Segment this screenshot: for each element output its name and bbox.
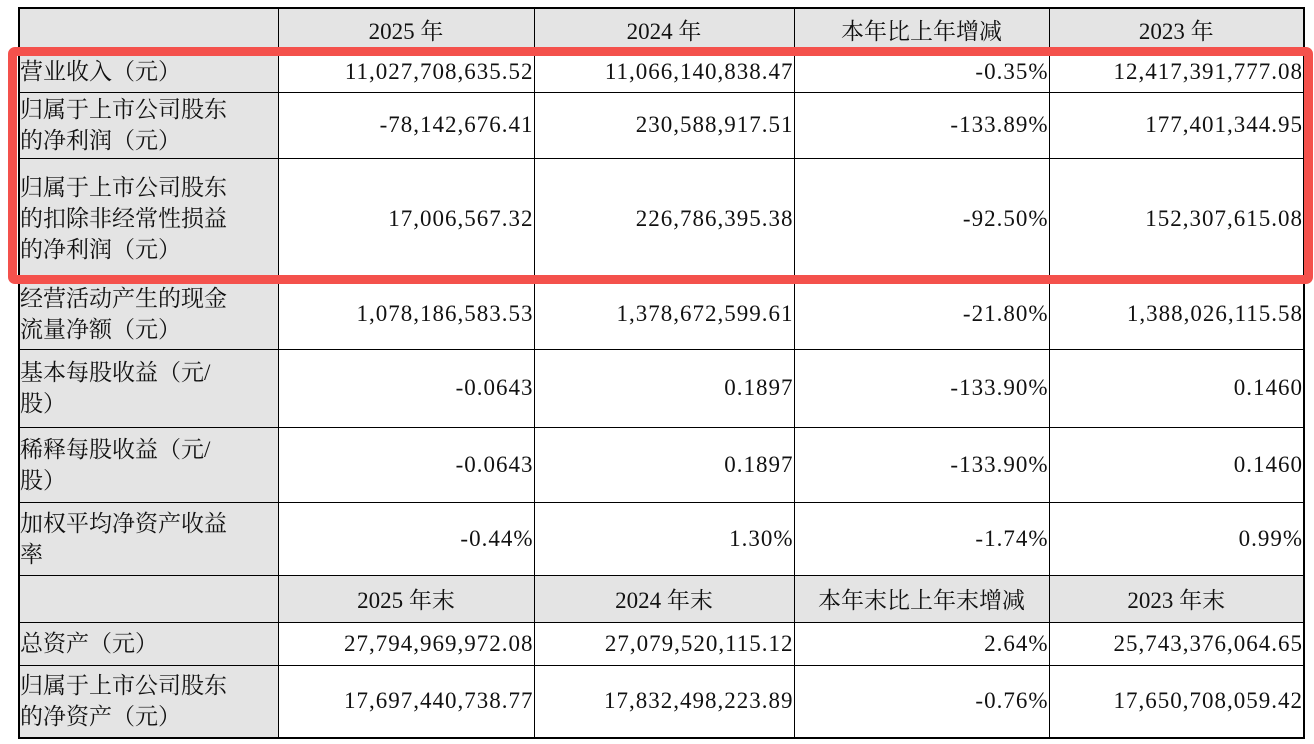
header-2024-end: 2024 年末 [534, 575, 794, 622]
row-label-line: 基本每股收益（元/ [20, 360, 211, 385]
row-label-line: 归属于上市公司股东 [20, 97, 227, 122]
value-yoy: 2.64% [794, 622, 1049, 665]
value-yoy: -133.89% [794, 92, 1049, 158]
row-label-line: 的净资产（元） [20, 704, 181, 730]
value-yoy: -133.90% [794, 427, 1049, 502]
value-2023: 1,388,026,115.58 [1049, 279, 1304, 349]
value-2024: 230,588,917.51 [534, 92, 794, 158]
value-2024: 1,378,672,599.61 [534, 279, 794, 349]
row-label [19, 279, 278, 349]
header-row-period-end [19, 575, 1304, 622]
header-2023-end: 2023 年末 [1049, 575, 1304, 622]
financial-summary-table [18, 7, 1305, 739]
row-diluted-eps [19, 427, 1304, 502]
row-label-line: 率 [20, 541, 43, 567]
header-yoy-change: 本年比上年增减 [794, 8, 1049, 51]
value-2025: -0.0643 [278, 427, 534, 502]
value-yoy: -0.35% [794, 51, 1049, 92]
value-2024: 226,786,395.38 [534, 158, 794, 279]
value-2024: 11,066,140,838.47 [534, 51, 794, 92]
row-weighted-avg-roe [19, 502, 1304, 575]
value-2023: 0.1460 [1049, 349, 1304, 427]
header-2025: 2025 年 [278, 8, 534, 51]
value-2023: 152,307,615.08 [1049, 158, 1304, 279]
value-2025: -0.0643 [278, 349, 534, 427]
value-2025: 17,006,567.32 [278, 158, 534, 279]
row-label-line: 加权平均净资产收益 [20, 510, 227, 536]
row-label [19, 158, 278, 279]
value-2024: 1.30% [534, 502, 794, 575]
header-2024: 2024 年 [534, 8, 794, 51]
header-2025-end: 2025 年末 [278, 575, 534, 622]
row-label-line: 的净利润（元） [20, 237, 181, 262]
row-net-assets [19, 665, 1304, 738]
row-label-line: 营业收入（元） [20, 59, 181, 84]
value-2024: 27,079,520,115.12 [534, 622, 794, 665]
header-2023: 2023 年 [1049, 8, 1304, 51]
row-label-line: 股） [20, 467, 66, 493]
value-2025: -0.44% [278, 502, 534, 575]
header-corner-cell [19, 575, 278, 622]
value-2023: 177,401,344.95 [1049, 92, 1304, 158]
row-basic-eps [19, 349, 1304, 427]
value-yoy: -1.74% [794, 502, 1049, 575]
row-label [19, 349, 278, 427]
value-2023: 0.99% [1049, 502, 1304, 575]
value-2023: 0.1460 [1049, 427, 1304, 502]
value-yoy: -0.76% [794, 665, 1049, 738]
row-label [19, 665, 278, 738]
value-2025: 17,697,440,738.77 [278, 665, 534, 738]
row-total-assets [19, 622, 1304, 665]
value-2024: 0.1897 [534, 349, 794, 427]
value-2024: 17,832,498,223.89 [534, 665, 794, 738]
row-net-profit-excl-nonrecurring [19, 158, 1304, 279]
row-net-profit [19, 92, 1304, 158]
value-2023: 12,417,391,777.08 [1049, 51, 1304, 92]
value-yoy: -92.50% [794, 158, 1049, 279]
value-2024: 0.1897 [534, 427, 794, 502]
row-label-line: 归属于上市公司股东 [20, 175, 227, 200]
row-label-line: 的扣除非经常性损益 [20, 206, 227, 231]
header-yoy-end-change: 本年末比上年末增减 [794, 575, 1049, 622]
row-label [19, 427, 278, 502]
row-label-line: 股） [20, 391, 66, 416]
row-label [19, 92, 278, 158]
row-revenue [19, 51, 1304, 92]
value-2023: 17,650,708,059.42 [1049, 665, 1304, 738]
row-operating-cash-flow [19, 279, 1304, 349]
row-label [19, 622, 278, 665]
row-label-line: 稀释每股收益（元/ [20, 436, 211, 462]
row-label [19, 51, 278, 92]
row-label-line: 归属于上市公司股东 [20, 673, 227, 699]
header-row-annual [19, 8, 1304, 51]
row-label-line: 的净利润（元） [20, 128, 181, 153]
row-label-line: 总资产（元） [20, 631, 158, 656]
value-2025: -78,142,676.41 [278, 92, 534, 158]
row-label [19, 502, 278, 575]
row-label-line: 经营活动产生的现金 [20, 286, 227, 311]
value-yoy: -133.90% [794, 349, 1049, 427]
value-2025: 27,794,969,972.08 [278, 622, 534, 665]
value-yoy: -21.80% [794, 279, 1049, 349]
value-2025: 1,078,186,583.53 [278, 279, 534, 349]
value-2023: 25,743,376,064.65 [1049, 622, 1304, 665]
value-2025: 11,027,708,635.52 [278, 51, 534, 92]
header-corner-cell [19, 8, 278, 51]
row-label-line: 流量净额（元） [20, 317, 181, 342]
